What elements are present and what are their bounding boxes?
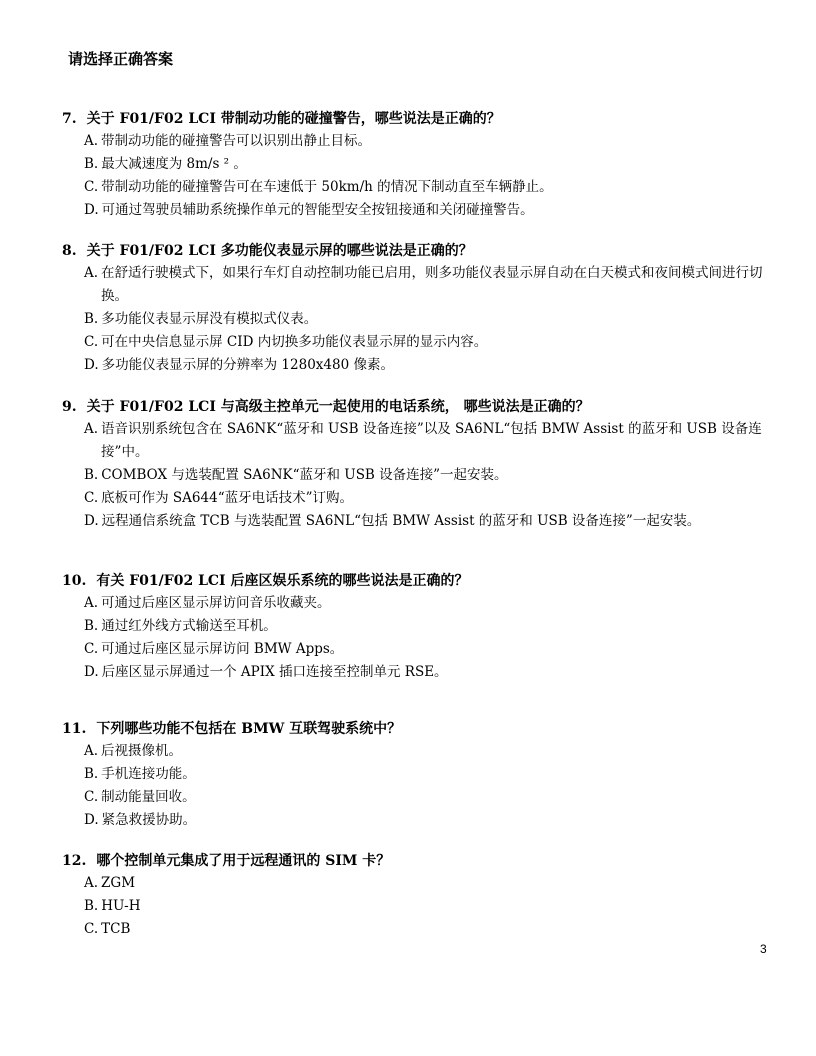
option-letter: A.: [84, 595, 99, 611]
answer-option: [84, 592, 774, 615]
answer-option: [84, 809, 774, 832]
question-text: 关于 F01/F02 LCI 与高级主控单元一起使用的电话系统， 哪些说法是正确的？: [86, 399, 590, 415]
option-letter: B.: [84, 311, 99, 327]
question-text: 下列哪些功能不包括在 BMW 互联驾驶系统中？: [96, 721, 402, 737]
answer-options: [84, 592, 774, 684]
option-letter: B.: [84, 156, 99, 172]
answer-option: [84, 464, 774, 487]
answer-options: [84, 740, 774, 832]
option-text: ZGM: [101, 875, 136, 891]
option-letter: A.: [84, 133, 99, 149]
answer-option: [84, 418, 774, 464]
option-letter: B.: [84, 467, 99, 483]
option-letter: B.: [84, 766, 99, 782]
option-text: TCB: [101, 921, 131, 937]
option-text: 多功能仪表显示屏没有模拟式仪表。: [101, 311, 318, 327]
option-text: 可通过后座区显示屏访问音乐收藏夹。: [101, 595, 331, 611]
question-stem: [62, 108, 774, 130]
question-number: 8.: [62, 243, 77, 259]
answer-option: [84, 638, 774, 661]
option-text: COMBOX 与选装配置 SA6NK“蓝牙和 USB 设备连接”一起安装。: [101, 467, 508, 483]
answer-option: [84, 354, 774, 377]
option-text: 最大减速度为 8m/s ² 。: [101, 156, 247, 172]
question-10: [62, 570, 774, 684]
answer-option: [84, 331, 774, 354]
option-letter: B.: [84, 618, 99, 634]
option-text: 在舒适行驶模式下，如果行车灯自动控制功能已启用，则多功能仪表显示屏自动在白天模式和夜间模式间进行切换。: [101, 265, 763, 304]
answer-option: [84, 153, 774, 176]
page-number: 3: [760, 942, 767, 956]
answer-option: [84, 918, 774, 941]
question-number: 7.: [62, 111, 77, 127]
question-12: [62, 850, 774, 941]
option-letter: D.: [84, 812, 99, 828]
question-number: 12.: [62, 853, 87, 869]
option-letter: C.: [84, 179, 99, 195]
question-stem: [62, 396, 774, 418]
question-8: [62, 240, 774, 377]
option-letter: D.: [84, 357, 99, 373]
question-stem: [62, 240, 774, 262]
option-letter: C.: [84, 490, 99, 506]
answer-option: [84, 786, 774, 809]
answer-option: [84, 615, 774, 638]
page-heading: 请选择正确答案: [68, 50, 174, 68]
option-text: 后座区显示屏通过一个 APIX 插口连接至控制单元 RSE。: [101, 664, 448, 680]
question-number: 11.: [62, 721, 87, 737]
option-text: 可在中央信息显示屏 CID 内切换多功能仪表显示屏的显示内容。: [101, 334, 488, 350]
option-text: 语音识别系统包含在 SA6NK“蓝牙和 USB 设备连接”以及 SA6NL“包括 BMW Assist 的蓝牙和 USB 设备连接”中。: [101, 421, 762, 460]
answer-option: [84, 740, 774, 763]
question-number: 10.: [62, 573, 87, 589]
option-text: 可通过后座区显示屏访问 BMW Apps。: [101, 641, 344, 657]
question-text: 哪个控制单元集成了用于远程通讯的 SIM 卡？: [96, 853, 391, 869]
question-11: [62, 718, 774, 832]
question-stem: [62, 850, 774, 872]
option-text: 可通过驾驶员辅助系统操作单元的智能型安全按钮接通和关闭碰撞警告。: [101, 202, 534, 218]
answer-option: [84, 872, 774, 895]
answer-option: [84, 308, 774, 331]
answer-options: [84, 418, 774, 533]
question-text: 关于 F01/F02 LCI 带制动功能的碰撞警告，哪些说法是正确的？: [86, 111, 501, 127]
answer-option: [84, 176, 774, 199]
option-text: 远程通信系统盒 TCB 与选装配置 SA6NL“包括 BMW Assist 的蓝牙和 USB 设备连接”一起安装。: [101, 513, 701, 529]
option-text: 手机连接功能。: [101, 766, 196, 782]
question-9: [62, 396, 774, 533]
option-letter: D.: [84, 513, 99, 529]
option-text: 紧急救援协助。: [101, 812, 197, 828]
option-letter: D.: [84, 664, 99, 680]
answer-options: [84, 130, 774, 222]
answer-option: [84, 510, 774, 533]
option-text: 底板可作为 SA644“蓝牙电话技术”订购。: [101, 490, 353, 506]
answer-options: [84, 872, 774, 941]
option-letter: C.: [84, 641, 99, 657]
question-stem: [62, 570, 774, 592]
answer-option: [84, 262, 774, 308]
option-letter: C.: [84, 789, 99, 805]
option-letter: A.: [84, 421, 99, 437]
answer-options: [84, 262, 774, 377]
question-stem: [62, 718, 774, 740]
answer-option: [84, 661, 774, 684]
option-text: HU-H: [101, 898, 141, 914]
answer-option: [84, 895, 774, 918]
answer-option: [84, 487, 774, 510]
option-letter: A.: [84, 875, 99, 891]
question-7: [62, 108, 774, 222]
option-letter: D.: [84, 202, 99, 218]
option-letter: B.: [84, 898, 99, 914]
option-text: 通过红外线方式输送至耳机。: [101, 618, 277, 634]
option-letter: A.: [84, 265, 99, 281]
option-letter: C.: [84, 334, 99, 350]
option-text: 后视摄像机。: [101, 743, 183, 759]
option-letter: A.: [84, 743, 99, 759]
option-text: 带制动功能的碰撞警告可以识别出静止目标。: [101, 133, 372, 149]
option-text: 多功能仪表显示屏的分辨率为 1280x480 像素。: [101, 357, 394, 373]
question-text: 有关 F01/F02 LCI 后座区娱乐系统的哪些说法是正确的？: [96, 573, 469, 589]
question-text: 关于 F01/F02 LCI 多功能仪表显示屏的哪些说法是正确的？: [86, 243, 473, 259]
option-text: 制动能量回收。: [101, 789, 196, 805]
answer-option: [84, 130, 774, 153]
question-number: 9.: [62, 399, 77, 415]
answer-option: [84, 763, 774, 786]
option-letter: C.: [84, 921, 99, 937]
option-text: 带制动功能的碰撞警告可在车速低于 50km/h 的情况下制动直至车辆静止。: [101, 179, 553, 195]
answer-option: [84, 199, 774, 222]
